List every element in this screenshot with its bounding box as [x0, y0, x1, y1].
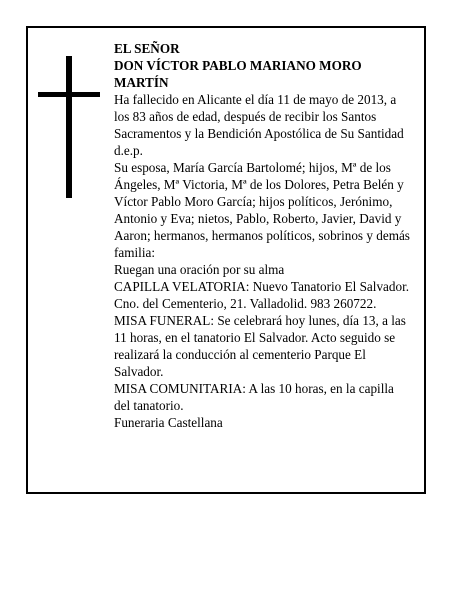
- death-notice: Ha fallecido en Alicante el día 11 de mayo de 2013, a los 83 años de edad, después de recibir los Santos Sacramentos y la Bendición Apostólica de Su Santidad: [114, 92, 404, 141]
- cross-horizontal-bar: [38, 92, 100, 97]
- funeral-mass-info: MISA FUNERAL: Se celebrará hoy lunes, día 13, a las 11 horas, en el tanatorio El Salvador. Acto seguido se realizará la conducción al cementerio Parque El Salvador.: [114, 313, 406, 379]
- dep-text: d.e.p.: [114, 143, 143, 158]
- funeral-home: Funeraria Castellana: [114, 415, 223, 430]
- cross-icon: [38, 56, 100, 198]
- cross-vertical-bar: [66, 56, 72, 198]
- prayer-request: Ruegan una oración por su alma: [114, 262, 285, 277]
- community-mass-info: MISA COMUNITARIA: A las 10 horas, en la capilla del tanatorio.: [114, 381, 394, 413]
- obituary-text: [114, 40, 412, 431]
- chapel-info: CAPILLA VELATORIA: Nuevo Tanatorio El Salvador. Cno. del Cementerio, 21. Valladolid. 983 260722.: [114, 279, 410, 311]
- obituary-notice: [26, 26, 426, 494]
- family-list: Su esposa, María García Bartolomé; hijos, Mª de los Ángeles, Mª Victoria, Mª de los Dolores, Petra Belén y Víctor Pablo Moro García; hijos políticos, Jerónimo, Antonio y Eva; nietos, Pablo, Roberto, Javier, David y Aaron; hermanos, hermanos políticos, sobrinos y demás familia:: [114, 160, 410, 260]
- honorific: EL SEÑOR: [114, 41, 180, 56]
- deceased-name: DON VÍCTOR PABLO MARIANO MORO MARTÍN: [114, 58, 362, 90]
